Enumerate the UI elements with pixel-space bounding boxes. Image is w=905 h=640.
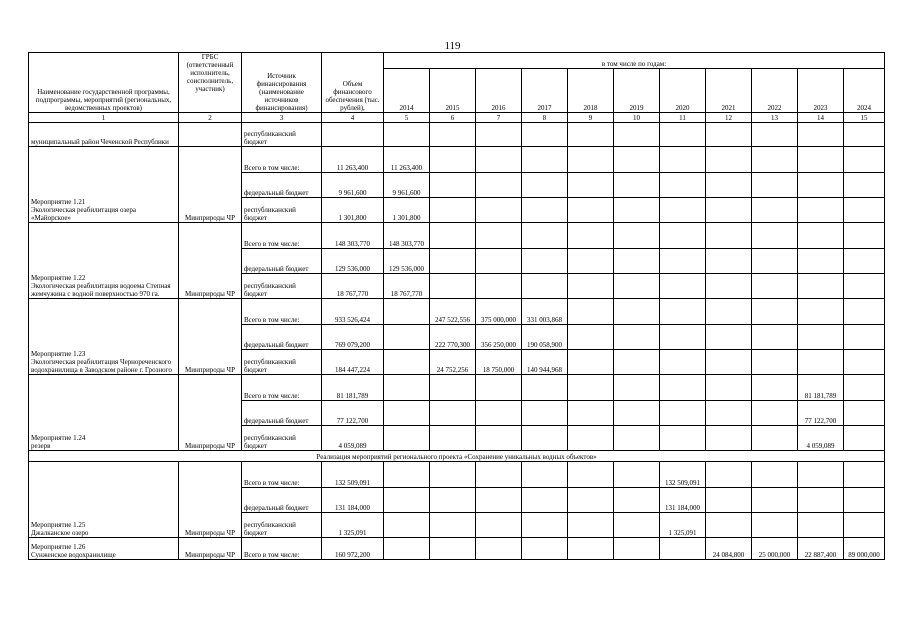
year-value: 4 059,089 (798, 426, 844, 451)
year-value (706, 223, 752, 249)
column-number: 8 (522, 113, 568, 123)
source-label: федеральный бюджет (242, 488, 322, 513)
year-value (476, 426, 522, 451)
row-grbs (179, 123, 242, 147)
header-year-2016: 2016 (476, 69, 522, 113)
year-value (522, 375, 568, 401)
year-value (614, 401, 660, 426)
year-value (430, 375, 476, 401)
year-value (844, 426, 885, 451)
year-value (384, 538, 430, 560)
year-value (844, 462, 885, 488)
year-value (522, 488, 568, 513)
year-value (568, 375, 614, 401)
year-value (476, 488, 522, 513)
volume-value: 4 059,089 (322, 426, 384, 451)
header-year-2024: 2024 (844, 69, 885, 113)
column-number: 3 (242, 113, 322, 123)
year-value (430, 488, 476, 513)
year-value (568, 513, 614, 538)
year-value: 1 301,800 (384, 198, 430, 223)
year-value (476, 401, 522, 426)
year-value (568, 173, 614, 198)
header-year-2021: 2021 (706, 69, 752, 113)
year-value (614, 488, 660, 513)
measure-grbs: Минприроды ЧР (179, 147, 242, 223)
year-value (798, 513, 844, 538)
year-value (568, 147, 614, 173)
year-value (798, 198, 844, 223)
year-value (430, 173, 476, 198)
measure-name: Мероприятие 1.25 Джалканское озеро (29, 462, 179, 538)
year-value (706, 299, 752, 325)
column-number: 11 (660, 113, 706, 123)
year-value: 129 536,000 (384, 249, 430, 274)
year-value (522, 401, 568, 426)
year-value (752, 173, 798, 198)
volume-value: 769 079,200 (322, 325, 384, 350)
source-label: республиканский бюджет (242, 513, 322, 538)
measure-grbs: Минприроды ЧР (179, 538, 242, 560)
measure-grbs: Минприроды ЧР (179, 299, 242, 375)
volume-value: 77 122,700 (322, 401, 384, 426)
source-label: Всего в том числе: (242, 375, 322, 401)
year-value (706, 325, 752, 350)
source-label: федеральный бюджет (242, 401, 322, 426)
volume-value: 9 961,600 (322, 173, 384, 198)
year-value (844, 173, 885, 198)
year-value (522, 249, 568, 274)
year-value (660, 173, 706, 198)
year-value (844, 401, 885, 426)
year-value (430, 147, 476, 173)
year-value (522, 173, 568, 198)
row-source: республиканский бюджет (242, 123, 322, 147)
year-value (706, 274, 752, 299)
column-number: 9 (568, 113, 614, 123)
year-value (430, 538, 476, 560)
year-value (614, 123, 660, 147)
volume-value: 1 301,800 (322, 198, 384, 223)
year-value (568, 401, 614, 426)
volume-value: 1 325,091 (322, 513, 384, 538)
year-value (614, 147, 660, 173)
year-value (476, 462, 522, 488)
year-value (522, 538, 568, 560)
year-value: 247 522,556 (430, 299, 476, 325)
year-value (614, 223, 660, 249)
column-number: 10 (614, 113, 660, 123)
year-value (752, 513, 798, 538)
year-value (476, 173, 522, 198)
year-value (568, 198, 614, 223)
header-year-2015: 2015 (430, 69, 476, 113)
year-value (844, 123, 885, 147)
table-row (29, 299, 885, 325)
volume-value: 184 447,224 (322, 350, 384, 375)
financing-table (28, 52, 885, 560)
year-value (798, 325, 844, 350)
column-number: 5 (384, 113, 430, 123)
source-label: республиканский бюджет (242, 198, 322, 223)
year-value: 24 084,800 (706, 538, 752, 560)
column-number: 4 (322, 113, 384, 123)
year-value (384, 299, 430, 325)
header-year-2018: 2018 (568, 69, 614, 113)
year-value (752, 274, 798, 299)
year-value (614, 299, 660, 325)
volume-value: 933 526,424 (322, 299, 384, 325)
year-value (844, 223, 885, 249)
year-value (844, 350, 885, 375)
section-row (29, 451, 885, 462)
year-value (614, 198, 660, 223)
year-value (660, 147, 706, 173)
year-value (752, 462, 798, 488)
year-value (798, 173, 844, 198)
year-value (752, 488, 798, 513)
year-value: 89 000,000 (844, 538, 885, 560)
header-year-2014: 2014 (384, 69, 430, 113)
year-value (476, 123, 522, 147)
header-volume: Объем финансового обеспечения (тыс. рублей), (322, 53, 384, 113)
year-value (752, 401, 798, 426)
source-label: Всего в том числе: (242, 462, 322, 488)
year-value (798, 488, 844, 513)
year-value (706, 173, 752, 198)
year-value (522, 147, 568, 173)
year-value (706, 350, 752, 375)
year-value (752, 375, 798, 401)
year-value (384, 426, 430, 451)
year-value (752, 325, 798, 350)
measure-grbs: Минприроды ЧР (179, 375, 242, 451)
column-number: 13 (752, 113, 798, 123)
volume-value: 148 303,770 (322, 223, 384, 249)
year-value (522, 274, 568, 299)
year-value (660, 538, 706, 560)
year-value (476, 198, 522, 223)
table-row (29, 223, 885, 249)
source-label: Всего в том числе: (242, 299, 322, 325)
measure-name: Мероприятие 1.22 Экологическая реабилитация водоема Степная жемчужина с водной поверхностью 970 га. (29, 223, 179, 299)
header-year-2020: 2020 (660, 69, 706, 113)
volume-value: 160 972,200 (322, 538, 384, 560)
header-year-2023: 2023 (798, 69, 844, 113)
year-value (384, 462, 430, 488)
year-value (706, 462, 752, 488)
column-number: 14 (798, 113, 844, 123)
year-value (568, 274, 614, 299)
section-title: Реализация мероприятий регионального проекта «Сохранение уникальных водных объектов» (29, 451, 885, 462)
year-value (430, 223, 476, 249)
year-value (660, 325, 706, 350)
year-value: 81 181,789 (798, 375, 844, 401)
column-number: 6 (430, 113, 476, 123)
year-value: 11 263,400 (384, 147, 430, 173)
year-value (522, 513, 568, 538)
year-value (384, 325, 430, 350)
volume-value: 18 767,770 (322, 274, 384, 299)
year-value (798, 462, 844, 488)
year-value (568, 249, 614, 274)
year-value (752, 147, 798, 173)
year-value (430, 274, 476, 299)
year-value (476, 223, 522, 249)
year-value (430, 513, 476, 538)
year-value (614, 249, 660, 274)
year-value (476, 249, 522, 274)
year-value (614, 350, 660, 375)
year-value (384, 350, 430, 375)
row-name: муниципальный район Чеченской Республики (29, 123, 179, 147)
column-number: 7 (476, 113, 522, 123)
year-value: 375 000,000 (476, 299, 522, 325)
year-value (660, 401, 706, 426)
year-value (798, 123, 844, 147)
year-value (844, 325, 885, 350)
year-value (706, 401, 752, 426)
year-value (706, 198, 752, 223)
year-value (844, 147, 885, 173)
source-label: республиканский бюджет (242, 274, 322, 299)
year-value (706, 488, 752, 513)
table-row (29, 462, 885, 488)
header-year-2019: 2019 (614, 69, 660, 113)
year-value: 18 767,770 (384, 274, 430, 299)
year-value (522, 462, 568, 488)
year-value (660, 299, 706, 325)
column-number: 15 (844, 113, 885, 123)
header-year-2017: 2017 (522, 69, 568, 113)
source-label: федеральный бюджет (242, 249, 322, 274)
header-year-2022: 2022 (752, 69, 798, 113)
year-value (322, 123, 384, 147)
year-value (660, 223, 706, 249)
year-value (522, 198, 568, 223)
year-value (844, 375, 885, 401)
year-value (660, 123, 706, 147)
volume-value: 131 184,000 (322, 488, 384, 513)
header-source: Источник финансирования (наименование источников финансирования) (242, 53, 322, 113)
year-value (660, 375, 706, 401)
year-value (798, 274, 844, 299)
year-value (384, 513, 430, 538)
year-value (614, 513, 660, 538)
year-value: 1 325,091 (660, 513, 706, 538)
source-label: федеральный бюджет (242, 173, 322, 198)
year-value (844, 274, 885, 299)
measure-name: Мероприятие 1.23 Экологическая реабилитация Чернореченского водохранилища в Заводском районе г. Грозного (29, 299, 179, 375)
header-name: Наименование государственной программы, подпрограммы, мероприятий (региональных, ведомственных проектов) (29, 53, 179, 113)
year-value (476, 538, 522, 560)
year-value (476, 274, 522, 299)
year-value (844, 513, 885, 538)
header-grbs: ГРБС (ответственный исполнитель, соисполнитель, участник) (179, 53, 242, 113)
year-value (706, 249, 752, 274)
year-value (614, 274, 660, 299)
year-value (844, 488, 885, 513)
year-value (752, 299, 798, 325)
year-value (706, 426, 752, 451)
year-value: 77 122,700 (798, 401, 844, 426)
measure-name: Мероприятие 1.26 Сунженское водохранилище (29, 538, 179, 560)
year-value (752, 350, 798, 375)
year-value (798, 147, 844, 173)
year-value: 190 058,900 (522, 325, 568, 350)
year-value (384, 401, 430, 426)
year-value: 132 509,091 (660, 462, 706, 488)
measure-grbs: Минприроды ЧР (179, 223, 242, 299)
measure-name: Мероприятие 1.21 Экологическая реабилитация озера «Майорское» (29, 147, 179, 223)
volume-value: 132 509,091 (322, 462, 384, 488)
year-value (660, 350, 706, 375)
year-value: 25 000,000 (752, 538, 798, 560)
column-number: 12 (706, 113, 752, 123)
year-value (752, 249, 798, 274)
year-value (476, 375, 522, 401)
year-value: 331 003,868 (522, 299, 568, 325)
year-value (844, 198, 885, 223)
year-value (706, 147, 752, 173)
page-number: 119 (444, 40, 461, 52)
year-value (752, 198, 798, 223)
year-value (798, 350, 844, 375)
year-value (752, 426, 798, 451)
year-value (614, 462, 660, 488)
year-value (614, 325, 660, 350)
volume-value: 129 536,000 (322, 249, 384, 274)
table-row (29, 375, 885, 401)
table-row (29, 538, 885, 560)
year-value (660, 198, 706, 223)
year-value (660, 249, 706, 274)
year-value: 9 961,600 (384, 173, 430, 198)
measure-grbs: Минприроды ЧР (179, 462, 242, 538)
year-value: 131 184,000 (660, 488, 706, 513)
year-value (522, 426, 568, 451)
year-value (384, 123, 430, 147)
year-value: 24 752,256 (430, 350, 476, 375)
year-value (752, 223, 798, 249)
year-value (568, 223, 614, 249)
year-value (430, 401, 476, 426)
volume-value: 11 263,400 (322, 147, 384, 173)
year-value (706, 375, 752, 401)
year-value (568, 462, 614, 488)
year-value (568, 426, 614, 451)
year-value (384, 375, 430, 401)
year-value (568, 299, 614, 325)
year-value (430, 426, 476, 451)
year-value (798, 249, 844, 274)
year-value: 22 887,400 (798, 538, 844, 560)
source-label: Всего в том числе: (242, 223, 322, 249)
year-value (568, 325, 614, 350)
year-value (430, 198, 476, 223)
header-by-year: в том числе по годам: (384, 53, 885, 69)
year-value (568, 538, 614, 560)
year-value (430, 123, 476, 147)
year-value (660, 274, 706, 299)
year-value (568, 488, 614, 513)
year-value (522, 123, 568, 147)
source-label: республиканский бюджет (242, 426, 322, 451)
year-value (844, 299, 885, 325)
year-value (614, 426, 660, 451)
year-value (568, 123, 614, 147)
year-value: 356 250,000 (476, 325, 522, 350)
source-label: Всего в том числе: (242, 147, 322, 173)
year-value (476, 513, 522, 538)
table-row (29, 123, 885, 147)
year-value: 18 750,000 (476, 350, 522, 375)
measure-name: Мероприятие 1.24 резерв (29, 375, 179, 451)
source-label: Всего в том числе: (242, 538, 322, 560)
source-label: республиканский бюджет (242, 350, 322, 375)
year-value (522, 223, 568, 249)
volume-value: 81 181,789 (322, 375, 384, 401)
year-value (706, 513, 752, 538)
year-value (798, 223, 844, 249)
year-value (384, 488, 430, 513)
year-value (660, 426, 706, 451)
column-number: 2 (179, 113, 242, 123)
year-value (706, 123, 752, 147)
year-value (614, 538, 660, 560)
year-value (430, 462, 476, 488)
year-value (614, 375, 660, 401)
year-value (614, 173, 660, 198)
year-value (798, 299, 844, 325)
table-row (29, 147, 885, 173)
year-value: 222 770,300 (430, 325, 476, 350)
year-value (568, 350, 614, 375)
year-value: 148 303,770 (384, 223, 430, 249)
source-label: федеральный бюджет (242, 325, 322, 350)
year-value (430, 249, 476, 274)
column-number: 1 (29, 113, 179, 123)
year-value: 140 944,968 (522, 350, 568, 375)
year-value (476, 147, 522, 173)
year-value (844, 249, 885, 274)
year-value (752, 123, 798, 147)
